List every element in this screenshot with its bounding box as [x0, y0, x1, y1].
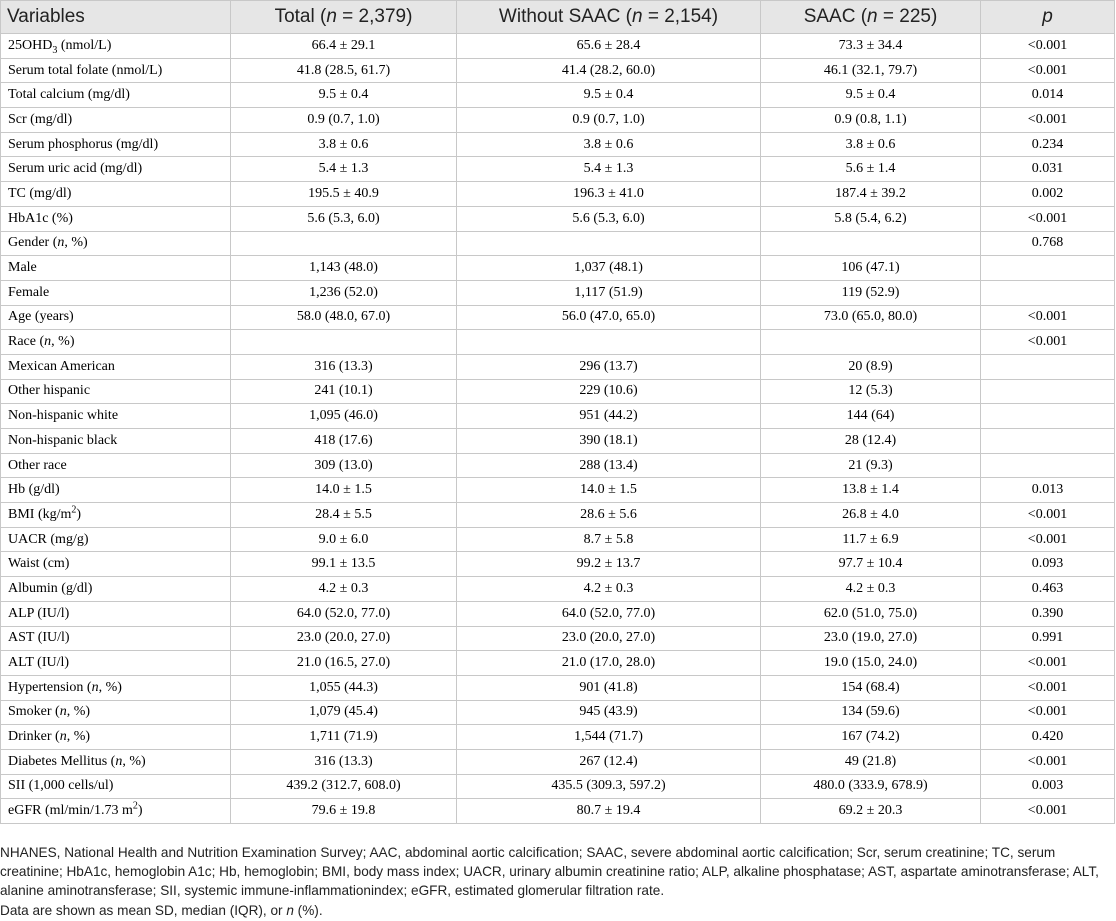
total-cell: 21.0 (16.5, 27.0)	[231, 651, 457, 676]
table-row	[1, 749, 1115, 774]
table-row	[1, 280, 1115, 305]
without-saac-cell: 945 (43.9)	[457, 700, 761, 725]
row-label-text: Smoker (	[8, 704, 60, 720]
total-cell: 5.6 (5.3, 6.0)	[231, 206, 457, 231]
total-cell: 5.4 ± 1.3	[231, 157, 457, 182]
row-label	[1, 157, 231, 182]
without-saac-cell: 267 (12.4)	[457, 749, 761, 774]
total-cell: 14.0 ± 1.5	[231, 478, 457, 503]
saac-cell: 119 (52.9)	[761, 280, 981, 305]
p-value-cell: 0.463	[981, 577, 1115, 602]
without-saac-cell: 65.6 ± 28.4	[457, 34, 761, 59]
p-value-cell: 0.234	[981, 132, 1115, 157]
saac-cell: 0.9 (0.8, 1.1)	[761, 108, 981, 133]
p-value-cell: <0.001	[981, 527, 1115, 552]
without-saac-cell: 5.6 (5.3, 6.0)	[457, 206, 761, 231]
row-label-italic: n	[59, 729, 67, 745]
column-header-part: n	[631, 6, 643, 27]
table-row	[1, 527, 1115, 552]
row-label-text-end: , %)	[66, 729, 91, 745]
row-label	[1, 527, 231, 552]
row-label	[1, 577, 231, 602]
table-row	[1, 799, 1115, 824]
p-value-cell: <0.001	[981, 58, 1115, 83]
row-label-text: ALP (IU/l)	[8, 605, 70, 621]
table-row	[1, 379, 1115, 404]
row-label-text: Diabetes Mellitus (	[8, 753, 116, 769]
without-saac-cell: 5.4 ± 1.3	[457, 157, 761, 182]
column-header-part: Variables	[7, 6, 85, 27]
row-label-text-end: , %)	[122, 753, 146, 769]
data-presentation-note	[0, 901, 1110, 920]
table-row	[1, 34, 1115, 59]
row-label	[1, 206, 231, 231]
column-header-part: = 2,379)	[336, 6, 413, 27]
row-label-text-end: )	[76, 506, 82, 522]
total-cell	[231, 231, 457, 256]
saac-cell: 73.3 ± 34.4	[761, 34, 981, 59]
without-saac-cell: 9.5 ± 0.4	[457, 83, 761, 108]
row-label	[1, 774, 231, 799]
table-row	[1, 601, 1115, 626]
saac-cell: 5.8 (5.4, 6.2)	[761, 206, 981, 231]
row-label	[1, 256, 231, 281]
saac-cell: 9.5 ± 0.4	[761, 83, 981, 108]
total-cell: 64.0 (52.0, 77.0)	[231, 601, 457, 626]
p-value-cell: <0.001	[981, 34, 1115, 59]
table-row	[1, 206, 1115, 231]
total-cell: 79.6 ± 19.8	[231, 799, 457, 824]
table-row	[1, 256, 1115, 281]
saac-cell: 4.2 ± 0.3	[761, 577, 981, 602]
total-cell: 309 (13.0)	[231, 453, 457, 478]
saac-cell: 21 (9.3)	[761, 453, 981, 478]
total-cell: 9.5 ± 0.4	[231, 83, 457, 108]
without-saac-cell	[457, 330, 761, 355]
row-label	[1, 799, 231, 824]
table-row	[1, 700, 1115, 725]
table-row	[1, 626, 1115, 651]
row-label	[1, 700, 231, 725]
saac-cell: 187.4 ± 39.2	[761, 182, 981, 207]
table-row	[1, 453, 1115, 478]
row-label-italic: n	[91, 679, 99, 695]
column-header-part: = 225)	[877, 6, 938, 27]
row-label-text: Total calcium (mg/dl)	[8, 87, 130, 103]
row-label-text-end: )	[137, 803, 143, 819]
table-row	[1, 182, 1115, 207]
column-header-part: Without SAAC (	[498, 6, 632, 27]
row-label-text-end: (nmol/L)	[57, 37, 112, 53]
row-label-superscript: 2	[132, 800, 138, 812]
row-label-text: TC (mg/dl)	[8, 185, 72, 201]
total-cell: 1,143 (48.0)	[231, 256, 457, 281]
without-saac-cell: 23.0 (20.0, 27.0)	[457, 626, 761, 651]
row-label	[1, 182, 231, 207]
row-label	[1, 354, 231, 379]
saac-cell: 106 (47.1)	[761, 256, 981, 281]
row-label	[1, 330, 231, 355]
without-saac-cell: 14.0 ± 1.5	[457, 478, 761, 503]
total-cell: 439.2 (312.7, 608.0)	[231, 774, 457, 799]
without-saac-cell: 3.8 ± 0.6	[457, 132, 761, 157]
saac-cell: 62.0 (51.0, 75.0)	[761, 601, 981, 626]
saac-cell: 69.2 ± 20.3	[761, 799, 981, 824]
row-label-text: SII (1,000 cells/ul)	[8, 778, 114, 794]
p-value-cell: <0.001	[981, 749, 1115, 774]
row-label-text: Hb (g/dl)	[8, 482, 60, 498]
row-label-text-end: , %)	[66, 704, 91, 720]
row-label-text-end: , %)	[98, 679, 122, 695]
without-saac-cell: 1,117 (51.9)	[457, 280, 761, 305]
table-row	[1, 83, 1115, 108]
without-saac-cell: 951 (44.2)	[457, 404, 761, 429]
total-cell: 0.9 (0.7, 1.0)	[231, 108, 457, 133]
p-value-cell: <0.001	[981, 305, 1115, 330]
row-label	[1, 83, 231, 108]
without-saac-cell: 28.6 ± 5.6	[457, 503, 761, 528]
table-row	[1, 404, 1115, 429]
without-saac-cell: 901 (41.8)	[457, 675, 761, 700]
table-body	[1, 34, 1115, 824]
total-cell: 1,079 (45.4)	[231, 700, 457, 725]
row-label-text: Waist (cm)	[8, 556, 70, 572]
saac-cell: 97.7 ± 10.4	[761, 552, 981, 577]
p-value-cell: 0.768	[981, 231, 1115, 256]
table-row	[1, 503, 1115, 528]
saac-cell: 19.0 (15.0, 24.0)	[761, 651, 981, 676]
row-label-text: Non-hispanic black	[8, 432, 118, 448]
saac-cell: 154 (68.4)	[761, 675, 981, 700]
row-label-text: Serum phosphorus (mg/dl)	[8, 136, 159, 152]
row-label-text: eGFR (ml/min/1.73 m	[8, 803, 133, 819]
row-label-text: Mexican American	[8, 358, 115, 374]
row-label-text: Albumin (g/dl)	[8, 580, 93, 596]
row-label-italic: n	[59, 704, 67, 720]
column-header	[981, 1, 1115, 34]
row-label	[1, 675, 231, 700]
without-saac-cell: 0.9 (0.7, 1.0)	[457, 108, 761, 133]
saac-cell: 134 (59.6)	[761, 700, 981, 725]
total-cell: 58.0 (48.0, 67.0)	[231, 305, 457, 330]
without-saac-cell: 80.7 ± 19.4	[457, 799, 761, 824]
table-row	[1, 132, 1115, 157]
p-value-cell	[981, 453, 1115, 478]
total-cell: 241 (10.1)	[231, 379, 457, 404]
row-label	[1, 601, 231, 626]
saac-cell: 46.1 (32.1, 79.7)	[761, 58, 981, 83]
table-row	[1, 429, 1115, 454]
row-label-text: Drinker (	[8, 729, 60, 745]
without-saac-cell: 1,037 (48.1)	[457, 256, 761, 281]
p-value-cell: 0.390	[981, 601, 1115, 626]
p-value-cell: 0.003	[981, 774, 1115, 799]
without-saac-cell: 64.0 (52.0, 77.0)	[457, 601, 761, 626]
saac-cell: 23.0 (19.0, 27.0)	[761, 626, 981, 651]
column-header	[761, 1, 981, 34]
row-label-text: Gender (	[8, 235, 58, 251]
without-saac-cell: 435.5 (309.3, 597.2)	[457, 774, 761, 799]
total-cell: 66.4 ± 29.1	[231, 34, 457, 59]
row-label-text: ALT (IU/l)	[8, 655, 70, 671]
total-cell	[231, 330, 457, 355]
saac-cell: 73.0 (65.0, 80.0)	[761, 305, 981, 330]
p-value-cell: <0.001	[981, 206, 1115, 231]
row-label-text: Scr (mg/dl)	[8, 111, 73, 127]
total-cell: 1,055 (44.3)	[231, 675, 457, 700]
row-label-text: HbA1c (%)	[8, 210, 73, 226]
p-value-cell: <0.001	[981, 503, 1115, 528]
row-label	[1, 231, 231, 256]
total-cell: 23.0 (20.0, 27.0)	[231, 626, 457, 651]
row-label	[1, 34, 231, 59]
p-value-cell: 0.031	[981, 157, 1115, 182]
total-cell: 316 (13.3)	[231, 354, 457, 379]
without-saac-cell: 8.7 ± 5.8	[457, 527, 761, 552]
row-label-italic: n	[57, 235, 65, 251]
row-label-text-end: , %)	[64, 235, 88, 251]
p-value-cell	[981, 404, 1115, 429]
without-saac-cell: 196.3 ± 41.0	[457, 182, 761, 207]
row-label-text: Male	[8, 260, 37, 276]
table-row	[1, 330, 1115, 355]
saac-cell: 28 (12.4)	[761, 429, 981, 454]
row-label	[1, 552, 231, 577]
p-value-cell	[981, 256, 1115, 281]
total-cell: 9.0 ± 6.0	[231, 527, 457, 552]
data-note-text: Data are shown as mean SD, median (IQR), or	[0, 902, 287, 918]
row-label-italic: n	[44, 334, 52, 350]
without-saac-cell: 1,544 (71.7)	[457, 725, 761, 750]
total-cell: 28.4 ± 5.5	[231, 503, 457, 528]
total-cell: 418 (17.6)	[231, 429, 457, 454]
total-cell: 4.2 ± 0.3	[231, 577, 457, 602]
table-header	[1, 1, 1115, 34]
saac-cell	[761, 330, 981, 355]
row-label-superscript: 2	[71, 504, 77, 516]
p-value-cell: <0.001	[981, 330, 1115, 355]
saac-cell: 49 (21.8)	[761, 749, 981, 774]
row-label-text: Serum uric acid (mg/dl)	[8, 161, 143, 177]
saac-cell: 11.7 ± 6.9	[761, 527, 981, 552]
row-label	[1, 404, 231, 429]
p-value-cell: <0.001	[981, 651, 1115, 676]
abbreviations-note: NHANES, National Health and Nutrition Examination Survey; AAC, abdominal aortic calcification; SAAC, severe abdominal aortic calcification; Scr, serum creatinine; TC, serum creatinine; HbA1c, hemoglobin A1c; Hb, hemoglobin; BMI, body mass index; UACR, urinary albumin creatinine ratio; ALP, alkaline phosphatase; AST, aspartate aminotransferase; ALT, alanine aminotransferase; SII, systemic immune-inflammationindex; eGFR, estimated glomerular filtration rate.	[0, 845, 1099, 899]
total-cell: 316 (13.3)	[231, 749, 457, 774]
row-label	[1, 132, 231, 157]
table-row	[1, 305, 1115, 330]
saac-cell: 480.0 (333.9, 678.9)	[761, 774, 981, 799]
p-value-cell: 0.420	[981, 725, 1115, 750]
p-value-cell: 0.013	[981, 478, 1115, 503]
saac-cell: 12 (5.3)	[761, 379, 981, 404]
column-header-part: p	[1042, 6, 1053, 27]
table-row	[1, 675, 1115, 700]
total-cell: 1,095 (46.0)	[231, 404, 457, 429]
p-value-cell: 0.014	[981, 83, 1115, 108]
p-value-cell: <0.001	[981, 799, 1115, 824]
without-saac-cell: 99.2 ± 13.7	[457, 552, 761, 577]
table-row	[1, 478, 1115, 503]
p-value-cell	[981, 280, 1115, 305]
row-label-text: Hypertension (	[8, 679, 92, 695]
total-cell: 41.8 (28.5, 61.7)	[231, 58, 457, 83]
saac-cell	[761, 231, 981, 256]
table-row	[1, 157, 1115, 182]
without-saac-cell: 229 (10.6)	[457, 379, 761, 404]
column-header-part: n	[326, 6, 337, 27]
row-label	[1, 280, 231, 305]
saac-cell: 20 (8.9)	[761, 354, 981, 379]
row-label	[1, 429, 231, 454]
column-header	[457, 1, 761, 34]
p-value-cell: 0.991	[981, 626, 1115, 651]
without-saac-cell: 4.2 ± 0.3	[457, 577, 761, 602]
row-label	[1, 58, 231, 83]
p-value-cell: 0.002	[981, 182, 1115, 207]
without-saac-cell	[457, 231, 761, 256]
row-label	[1, 453, 231, 478]
row-label-text: BMI (kg/m	[8, 506, 72, 522]
column-header-part: Total (	[274, 6, 327, 27]
row-label-text: Race (	[8, 334, 45, 350]
column-header-part: SAAC (	[803, 6, 868, 27]
row-label-text: AST (IU/l)	[8, 630, 70, 646]
without-saac-cell: 56.0 (47.0, 65.0)	[457, 305, 761, 330]
p-value-cell	[981, 379, 1115, 404]
column-header	[231, 1, 457, 34]
saac-cell: 167 (74.2)	[761, 725, 981, 750]
p-value-cell	[981, 354, 1115, 379]
table-row	[1, 651, 1115, 676]
saac-cell: 13.8 ± 1.4	[761, 478, 981, 503]
table-row	[1, 725, 1115, 750]
total-cell: 1,711 (71.9)	[231, 725, 457, 750]
row-label	[1, 379, 231, 404]
row-label	[1, 651, 231, 676]
p-value-cell: <0.001	[981, 700, 1115, 725]
saac-cell: 3.8 ± 0.6	[761, 132, 981, 157]
row-label-text: Age (years)	[8, 309, 74, 325]
column-header-part: = 2,154)	[642, 6, 719, 27]
table-row	[1, 577, 1115, 602]
total-cell: 195.5 ± 40.9	[231, 182, 457, 207]
p-value-cell: <0.001	[981, 675, 1115, 700]
p-value-cell: <0.001	[981, 108, 1115, 133]
table-row	[1, 231, 1115, 256]
row-label-text: Other race	[8, 457, 67, 473]
row-label-text: Non-hispanic white	[8, 408, 119, 424]
saac-cell: 144 (64)	[761, 404, 981, 429]
row-label	[1, 749, 231, 774]
table-row	[1, 58, 1115, 83]
row-label	[1, 503, 231, 528]
without-saac-cell: 21.0 (17.0, 28.0)	[457, 651, 761, 676]
saac-cell: 5.6 ± 1.4	[761, 157, 981, 182]
column-header	[1, 1, 231, 34]
total-cell: 99.1 ± 13.5	[231, 552, 457, 577]
column-header-part: n	[867, 6, 878, 27]
total-cell: 3.8 ± 0.6	[231, 132, 457, 157]
row-label-text: Other hispanic	[8, 383, 91, 399]
row-label	[1, 478, 231, 503]
data-note-text-end: (%).	[293, 902, 323, 918]
row-label	[1, 108, 231, 133]
row-label	[1, 725, 231, 750]
without-saac-cell: 390 (18.1)	[457, 429, 761, 454]
row-label-text: Female	[8, 284, 50, 300]
without-saac-cell: 296 (13.7)	[457, 354, 761, 379]
p-value-cell: 0.093	[981, 552, 1115, 577]
without-saac-cell: 288 (13.4)	[457, 453, 761, 478]
row-label-text: UACR (mg/g)	[8, 531, 89, 547]
saac-cell: 26.8 ± 4.0	[761, 503, 981, 528]
table-row	[1, 552, 1115, 577]
p-value-cell	[981, 429, 1115, 454]
row-label	[1, 626, 231, 651]
without-saac-cell: 41.4 (28.2, 60.0)	[457, 58, 761, 83]
table-footnote	[0, 843, 1110, 920]
row-label-text-end: , %)	[51, 334, 75, 350]
row-label-text: 25OHD	[8, 37, 53, 53]
row-label-italic: n	[115, 753, 123, 769]
table-row	[1, 774, 1115, 799]
header-row	[1, 1, 1115, 34]
total-cell: 1,236 (52.0)	[231, 280, 457, 305]
row-label	[1, 305, 231, 330]
table-row	[1, 354, 1115, 379]
row-label-subscript: 3	[52, 44, 58, 56]
data-note-italic: n	[286, 902, 294, 918]
row-label-text: Serum total folate (nmol/L)	[8, 62, 163, 78]
table-row	[1, 108, 1115, 133]
